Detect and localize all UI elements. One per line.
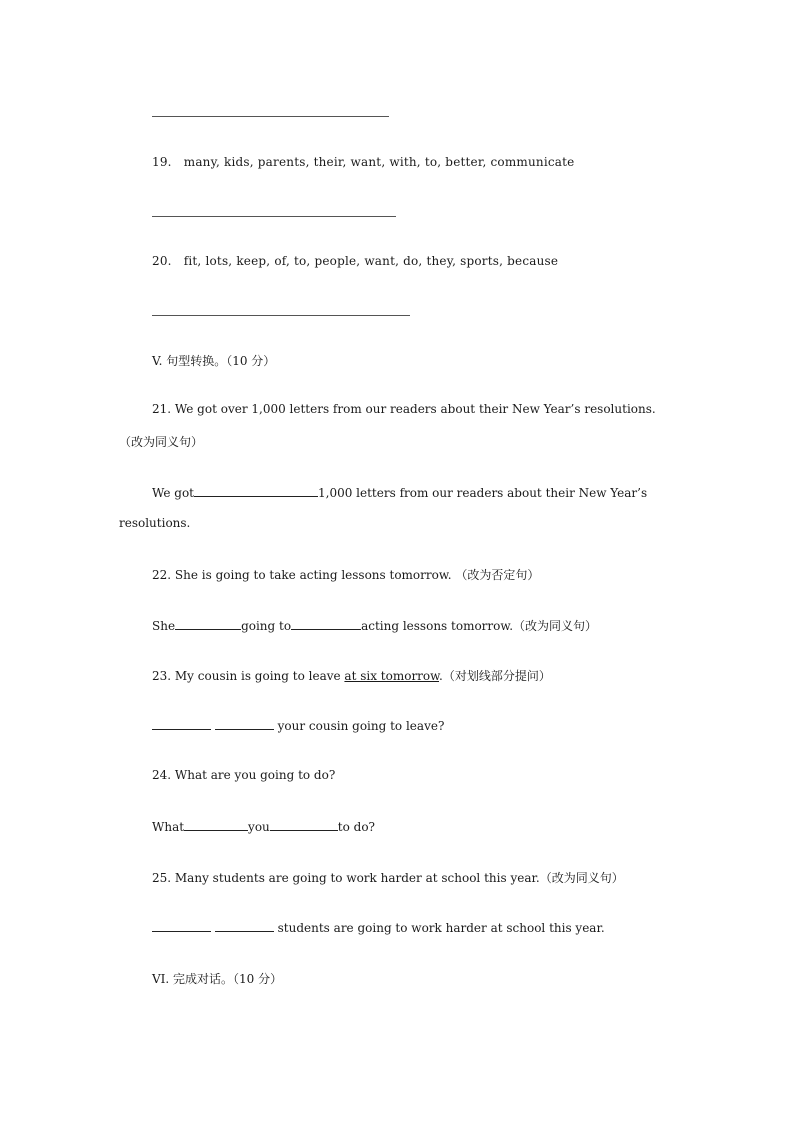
question-22-text-2: going to [241, 619, 292, 633]
question-19-words: many, kids, parents, their, want, with, to, better, communicate [183, 155, 575, 169]
question-21-answer-cont: resolutions. [119, 516, 191, 530]
question-23-prompt [152, 667, 551, 684]
answer-line-19[interactable] [152, 216, 396, 217]
question-24-blank-1[interactable] [184, 818, 248, 831]
question-21-answer-before: We got [152, 486, 194, 500]
question-23-answer-after: your cousin going to leave? [273, 719, 445, 733]
question-24-answer [152, 818, 375, 834]
question-21-instruction: （改为同义句） [119, 435, 204, 449]
question-22-prompt: 22. She is going to take acting lessons tomorrow. （改为否定句） [152, 568, 540, 582]
question-21-prompt: 21. We got over 1,000 letters from our readers about their New Year’s resolutions. [152, 402, 656, 416]
question-23-prompt-after: .（对划线部分提问） [439, 669, 551, 683]
question-25-answer-after: students are going to work harder at school this year. [273, 921, 605, 935]
answer-line-20[interactable] [152, 315, 410, 316]
question-24-text-3: to do? [337, 820, 375, 834]
question-23-underlined: at six tomorrow [344, 669, 439, 683]
question-19-number: 19. [152, 155, 172, 169]
question-22-blank-2[interactable] [291, 617, 361, 630]
question-24-text-2: you [248, 820, 270, 834]
question-22-text-3: acting lessons tomorrow.（改为同义句） [361, 619, 598, 633]
question-22-text-1: She [152, 619, 176, 633]
question-24-blank-2[interactable] [270, 818, 338, 831]
section-vi-title: VI. 完成对话。（10 分） [152, 972, 283, 986]
question-21-answer [152, 484, 647, 500]
question-24-text-1: What [152, 820, 185, 834]
question-20-number: 20. [152, 254, 172, 268]
question-25-blank-1[interactable] [152, 919, 211, 932]
question-21-blank[interactable] [194, 484, 318, 497]
question-25-answer [152, 919, 605, 935]
question-25-prompt: 25. Many students are going to work harder at school this year.（改为同义句） [152, 871, 624, 885]
question-19 [152, 155, 574, 169]
question-22-answer [152, 617, 597, 634]
question-20 [152, 254, 558, 268]
question-21-answer-after: 1,000 letters from our readers about their New Year’s [318, 486, 648, 500]
answer-line-18[interactable] [152, 116, 389, 117]
question-22-blank-1[interactable] [175, 617, 241, 630]
question-23-prompt-before: 23. My cousin is going to leave [152, 669, 345, 683]
question-24-prompt: 24. What are you going to do? [152, 768, 336, 782]
question-23-blank-1[interactable] [152, 717, 211, 730]
question-25-blank-2[interactable] [215, 919, 274, 932]
question-23-answer [152, 717, 444, 733]
question-20-words: fit, lots, keep, of, to, people, want, do, they, sports, because [183, 254, 559, 268]
question-23-blank-2[interactable] [215, 717, 274, 730]
section-v-title: V. 句型转换。（10 分） [152, 354, 276, 368]
